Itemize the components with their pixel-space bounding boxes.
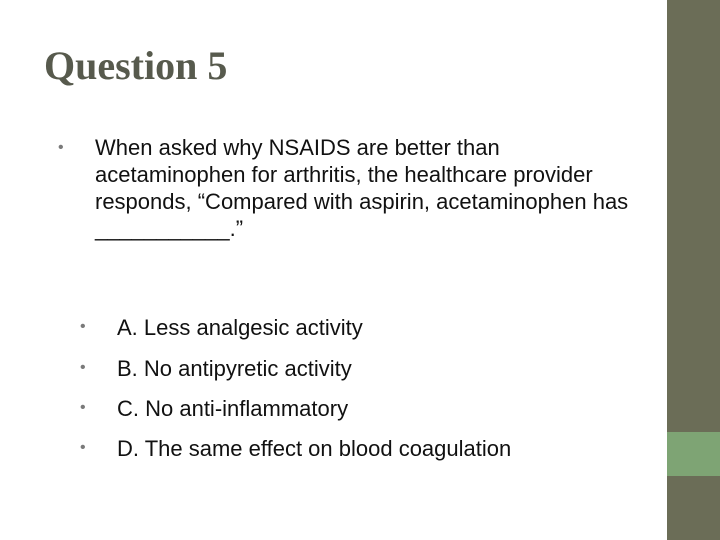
option-d-bullet: •	[80, 439, 86, 456]
option-a-bullet: •	[80, 318, 86, 335]
option-c-bullet: •	[80, 399, 86, 416]
option-b-bullet: •	[80, 359, 86, 376]
option-b: B. No antipyretic activity	[117, 356, 352, 381]
side-bar-accent	[667, 432, 720, 476]
option-a: A. Less analgesic activity	[117, 315, 363, 340]
option-c: C. No anti-inflammatory	[117, 396, 349, 421]
question-text: When asked why NSAIDS are better than acetaminophen for arthritis, the healthcare provider responds, “Compared with aspirin, acetaminophen has ___________.”	[95, 135, 629, 241]
option-d: D. The same effect on blood coagulation	[117, 436, 512, 461]
question-bullet: •	[58, 139, 64, 156]
slide-title: Question 5	[44, 43, 228, 88]
